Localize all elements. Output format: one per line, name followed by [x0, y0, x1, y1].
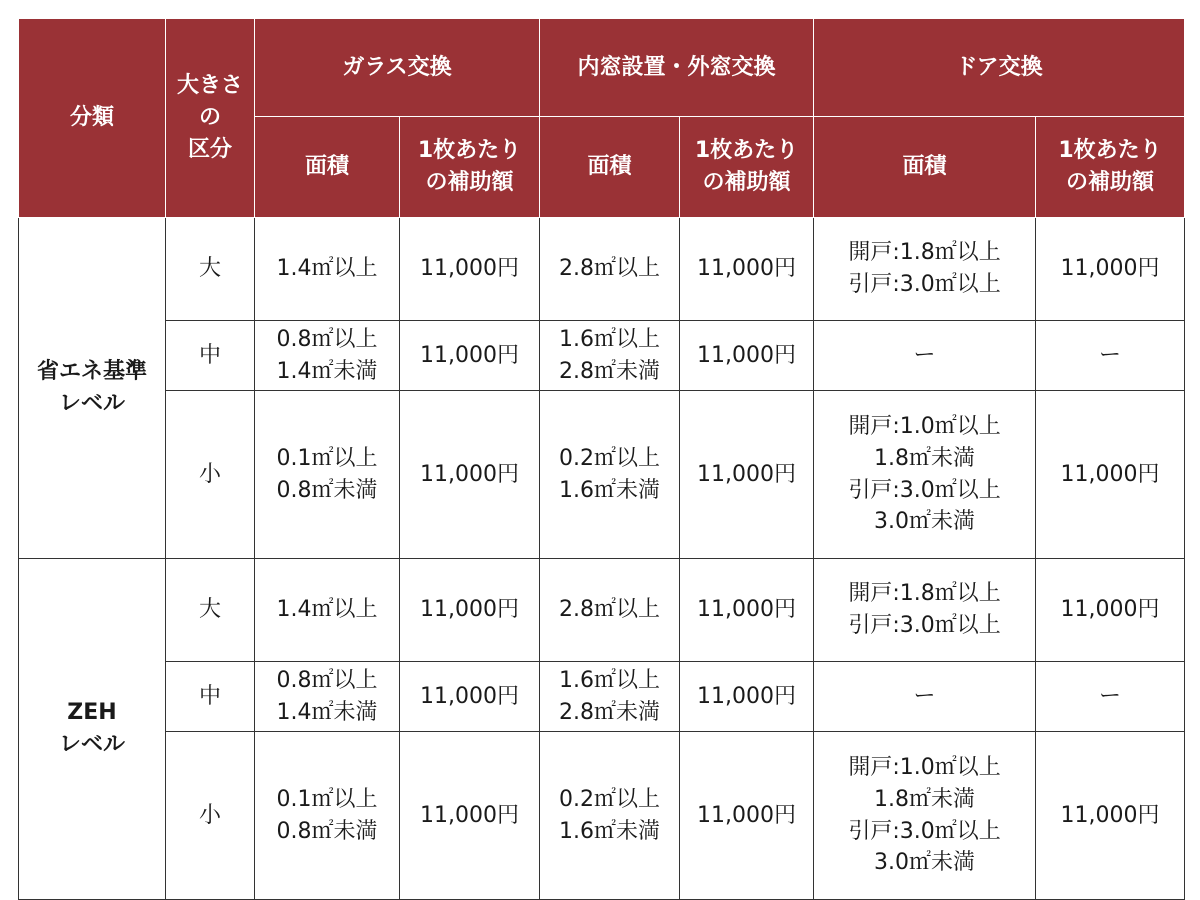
header-size: 大きさ の 区分 [166, 19, 255, 218]
header-group-glass: ガラス交換 [255, 19, 540, 117]
subsidy-table [18, 18, 1185, 900]
table-body [19, 218, 1185, 900]
door-amount-cell: ー [1036, 662, 1185, 732]
window-area-cell: 1.6㎡以上 2.8㎡未満 [540, 662, 680, 732]
door-area-cell: ー [814, 662, 1036, 732]
size-cell: 中 [166, 321, 255, 391]
window-amount-cell: 11,000円 [680, 321, 814, 391]
glass-amount-cell: 11,000円 [400, 321, 540, 391]
glass-amount-cell: 11,000円 [400, 391, 540, 559]
window-amount-cell: 11,000円 [680, 559, 814, 662]
table-header [19, 19, 1185, 218]
size-cell: 大 [166, 218, 255, 321]
table-row [19, 321, 1185, 391]
window-area-cell: 0.2㎡以上 1.6㎡未満 [540, 391, 680, 559]
table-row [19, 662, 1185, 732]
door-amount-cell: 11,000円 [1036, 559, 1185, 662]
glass-amount-cell: 11,000円 [400, 218, 540, 321]
glass-area-cell: 0.8㎡以上 1.4㎡未満 [255, 662, 400, 732]
header-window-amount: 1枚あたり の補助額 [680, 117, 814, 218]
glass-area-cell: 1.4㎡以上 [255, 218, 400, 321]
header-group-door: ドア交換 [814, 19, 1185, 117]
size-cell: 大 [166, 559, 255, 662]
door-amount-cell: 11,000円 [1036, 391, 1185, 559]
glass-amount-cell: 11,000円 [400, 559, 540, 662]
category-label: ZEH レベル [19, 559, 166, 900]
door-amount-cell: 11,000円 [1036, 218, 1185, 321]
window-area-cell: 2.8㎡以上 [540, 218, 680, 321]
header-row-1 [19, 19, 1185, 117]
subsidy-table-wrapper [18, 18, 1185, 900]
window-area-cell: 1.6㎡以上 2.8㎡未満 [540, 321, 680, 391]
header-category: 分類 [19, 19, 166, 218]
door-amount-cell: 11,000円 [1036, 732, 1185, 900]
window-area-cell: 2.8㎡以上 [540, 559, 680, 662]
window-amount-cell: 11,000円 [680, 391, 814, 559]
window-amount-cell: 11,000円 [680, 218, 814, 321]
size-cell: 中 [166, 662, 255, 732]
window-area-cell: 0.2㎡以上 1.6㎡未満 [540, 732, 680, 900]
table-row [19, 218, 1185, 321]
table-row [19, 391, 1185, 559]
glass-amount-cell: 11,000円 [400, 662, 540, 732]
door-area-cell: 開戸:1.0㎡以上 1.8㎡未満 引戸:3.0㎡以上 3.0㎡未満 [814, 391, 1036, 559]
glass-area-cell: 0.1㎡以上 0.8㎡未満 [255, 732, 400, 900]
glass-area-cell: 0.8㎡以上 1.4㎡未満 [255, 321, 400, 391]
door-area-cell: 開戸:1.0㎡以上 1.8㎡未満 引戸:3.0㎡以上 3.0㎡未満 [814, 732, 1036, 900]
header-glass-area: 面積 [255, 117, 400, 218]
glass-area-cell: 0.1㎡以上 0.8㎡未満 [255, 391, 400, 559]
header-door-amount: 1枚あたり の補助額 [1036, 117, 1185, 218]
door-area-cell: 開戸:1.8㎡以上 引戸:3.0㎡以上 [814, 218, 1036, 321]
header-group-window: 内窓設置・外窓交換 [540, 19, 814, 117]
window-amount-cell: 11,000円 [680, 732, 814, 900]
window-amount-cell: 11,000円 [680, 662, 814, 732]
door-area-cell: 開戸:1.8㎡以上 引戸:3.0㎡以上 [814, 559, 1036, 662]
table-row [19, 559, 1185, 662]
door-area-cell: ー [814, 321, 1036, 391]
header-window-area: 面積 [540, 117, 680, 218]
category-label: 省エネ基準 レベル [19, 218, 166, 559]
glass-area-cell: 1.4㎡以上 [255, 559, 400, 662]
header-door-area: 面積 [814, 117, 1036, 218]
door-amount-cell: ー [1036, 321, 1185, 391]
header-glass-amount: 1枚あたり の補助額 [400, 117, 540, 218]
glass-amount-cell: 11,000円 [400, 732, 540, 900]
table-row [19, 732, 1185, 900]
size-cell: 小 [166, 732, 255, 900]
size-cell: 小 [166, 391, 255, 559]
